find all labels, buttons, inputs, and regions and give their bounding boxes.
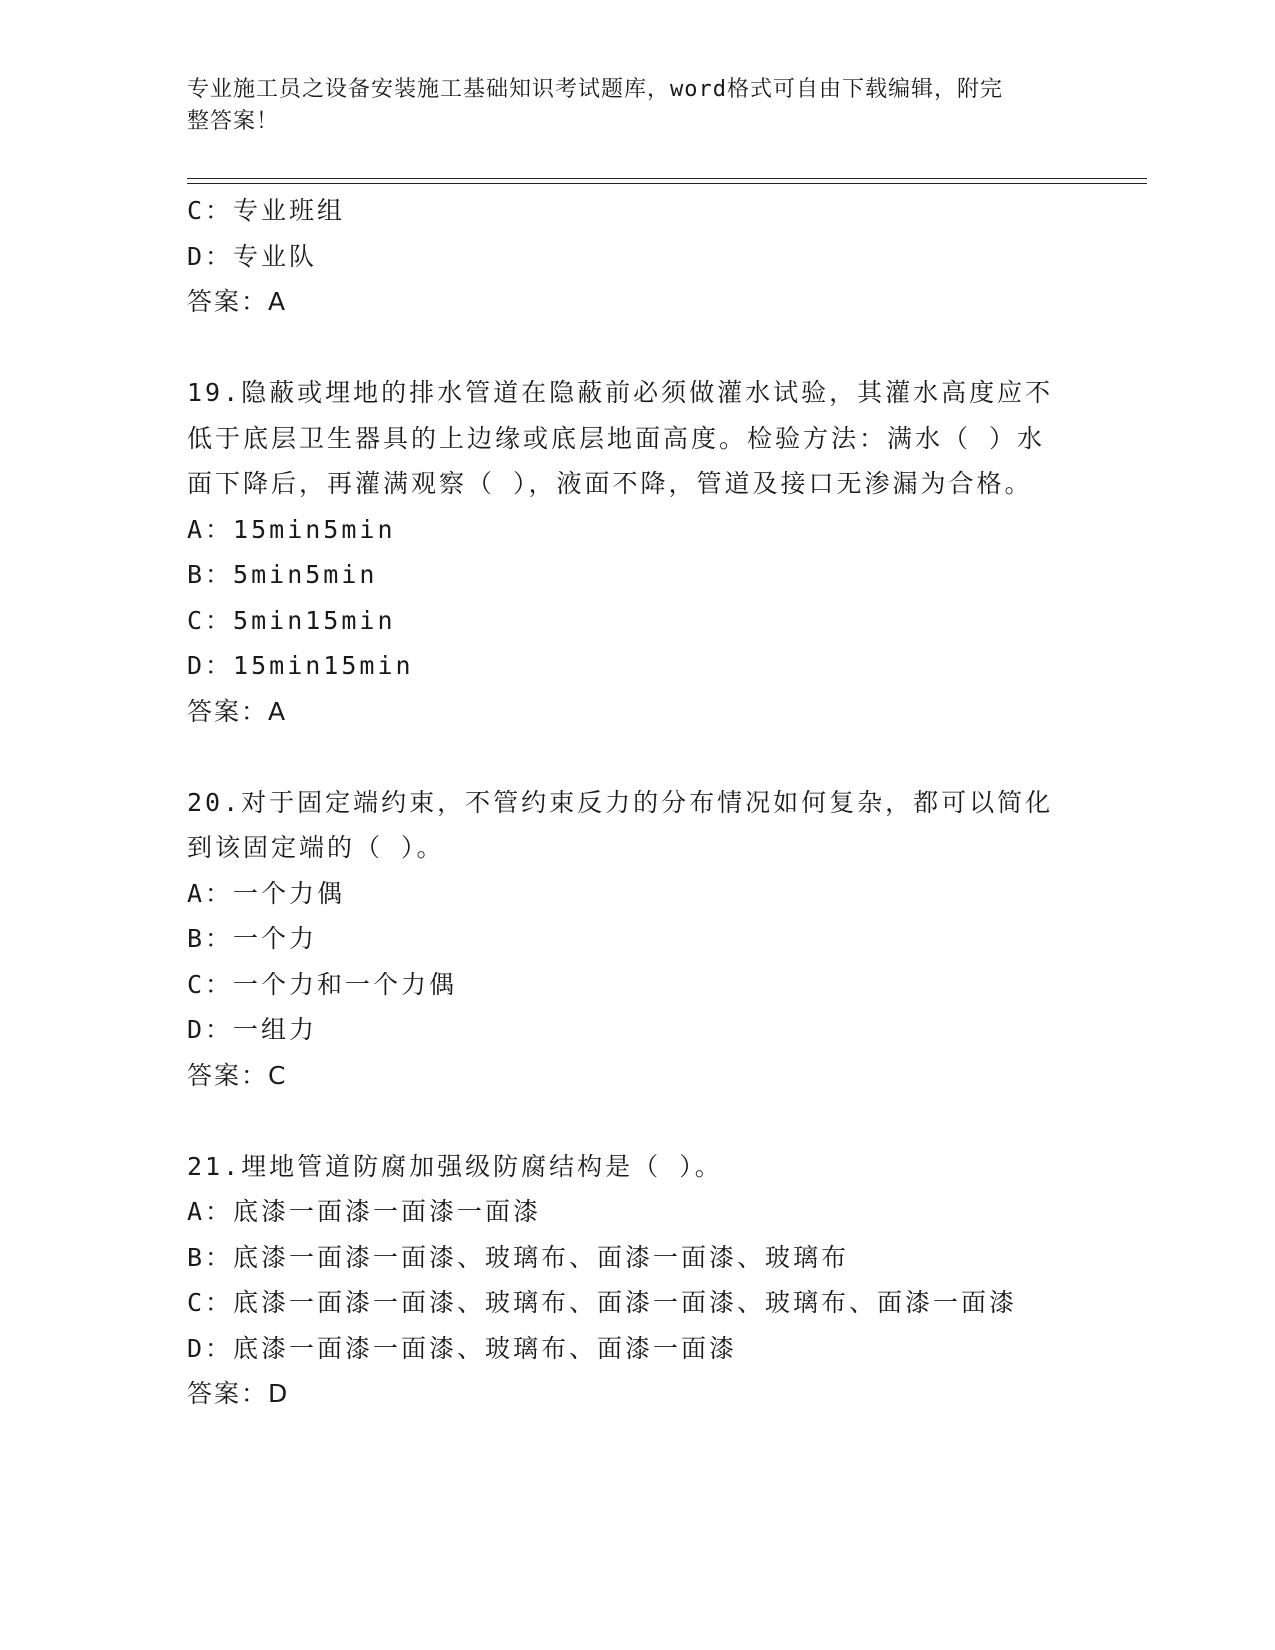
answer-line: 答案：A bbox=[187, 696, 288, 726]
question-text-line: 21.埋地管道防腐加强级防腐结构是（ ）。 bbox=[187, 1151, 723, 1181]
document-header bbox=[187, 74, 1067, 138]
question-text bbox=[187, 1144, 1087, 1190]
question-text-line: 面下降后，再灌满观察（ ），液面不降，管道及接口无渗漏为合格。 bbox=[187, 469, 1033, 498]
answer-line: 答案：D bbox=[187, 1379, 290, 1408]
option-c: C：一个力和一个力偶 bbox=[187, 969, 458, 999]
option-b: B：底漆一面漆一面漆、玻璃布、面漆一面漆、玻璃布 bbox=[187, 1242, 850, 1272]
question-text bbox=[187, 780, 1087, 871]
spacer bbox=[187, 325, 1087, 371]
header-divider-top bbox=[187, 178, 1147, 179]
option-d: D：15min15min bbox=[187, 651, 414, 680]
header-divider-bottom bbox=[187, 183, 1147, 184]
question-20 bbox=[187, 780, 1087, 1099]
question-text-line: 20.对于固定端约束，不管约束反力的分布情况如何复杂，都可以简化 bbox=[187, 787, 1054, 817]
answer-line: 答案：A bbox=[187, 287, 288, 316]
question-18 bbox=[187, 188, 1087, 325]
option-a: A：15min5min bbox=[187, 514, 396, 544]
option-c: C：专业班组 bbox=[187, 196, 346, 225]
option-d: D：一组力 bbox=[187, 1015, 318, 1044]
question-text-line: 低于底层卫生器具的上边缘或底层地面高度。检验方法：满水（ ）水 bbox=[187, 423, 1046, 453]
option-b: B：5min5min bbox=[187, 560, 378, 589]
header-line-2: 整答案！ bbox=[187, 109, 280, 134]
spacer bbox=[187, 734, 1087, 780]
option-c: C：底漆一面漆一面漆、玻璃布、面漆一面漆、玻璃布、面漆一面漆 bbox=[187, 1288, 1018, 1317]
question-text bbox=[187, 370, 1087, 507]
spacer bbox=[187, 1098, 1087, 1144]
question-text-line: 到该固定端的（ ）。 bbox=[187, 833, 445, 862]
option-c: C：5min15min bbox=[187, 605, 396, 635]
option-d: D：专业队 bbox=[187, 241, 318, 271]
option-b: B：一个力 bbox=[187, 924, 318, 953]
question-19 bbox=[187, 370, 1087, 734]
option-d: D：底漆一面漆一面漆、玻璃布、面漆一面漆 bbox=[187, 1333, 738, 1363]
question-list bbox=[187, 188, 1087, 1417]
option-a: A：一个力偶 bbox=[187, 878, 346, 908]
header-line-1: 专业施工员之设备安装施工基础知识考试题库，word格式可自由下载编辑，附完 bbox=[187, 77, 1003, 102]
answer-line: 答案：C bbox=[187, 1060, 288, 1090]
option-a: A：底漆一面漆一面漆一面漆 bbox=[187, 1197, 542, 1226]
question-text-line: 19.隐蔽或埋地的排水管道在隐蔽前必须做灌水试验，其灌水高度应不 bbox=[187, 378, 1054, 407]
question-21 bbox=[187, 1144, 1087, 1417]
